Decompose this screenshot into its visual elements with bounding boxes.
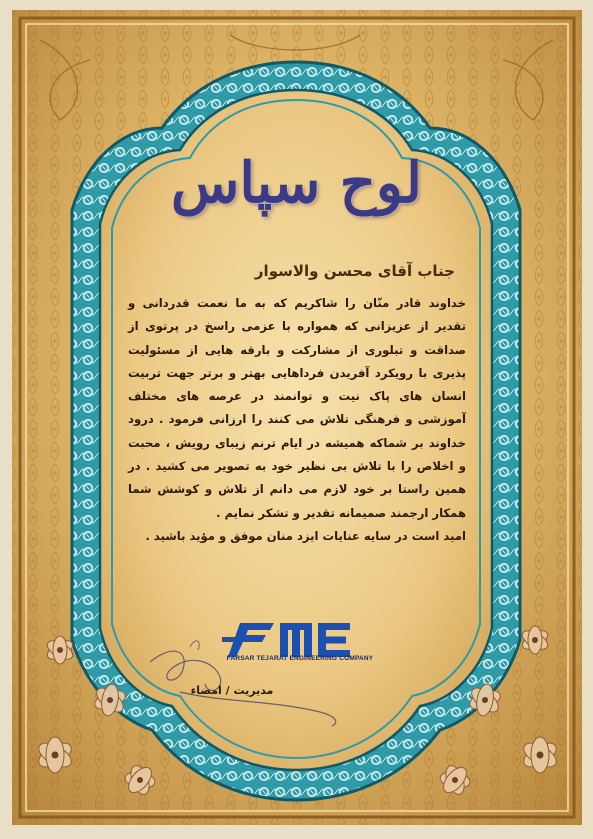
certificate-title: لوح سپاس — [171, 150, 422, 216]
certificate-body — [128, 292, 466, 548]
closing-paragraph: امید است در سایه عنایات ایزد منان موفق و مؤید باشید . — [145, 528, 466, 543]
recipient-name: جناب آقای محسن والاسوار — [254, 262, 455, 280]
signature-label: مدیریت / امضاء — [190, 684, 274, 697]
company-caption: FARSAR TEJARAT ENGINEERING COMPANY — [226, 655, 374, 662]
body-paragraph: خداوند قادر منّان را شاکریم که به ما نعمت قدردانی و تقدیر از عزیزانی که همواره با عزمی راسخ در پرتوی از صداقت و تبلوری از مشارکت و بارقه هایی از مسئولیت پذیری با رویکرد آفریدن فرداهایی بهتر و برتر جهت تربیت انسان های پاک نیت و توانمند در عرصه های مختلف آموزشی و فرهنگی تلاش می کنند را ارزانی فرمود . درود خداوند بر شماکه همیشه در ایام ترنم زیبای رویش ، محبت و اخلاص را با تلاش بی نظیر خود به تصویر می کشید . در همین راستا بر خود لازم می دانم از تلاش و کوشش شما همکار ارجمند صمیمانه تقدیر و تشکر نمایم . — [128, 296, 466, 520]
